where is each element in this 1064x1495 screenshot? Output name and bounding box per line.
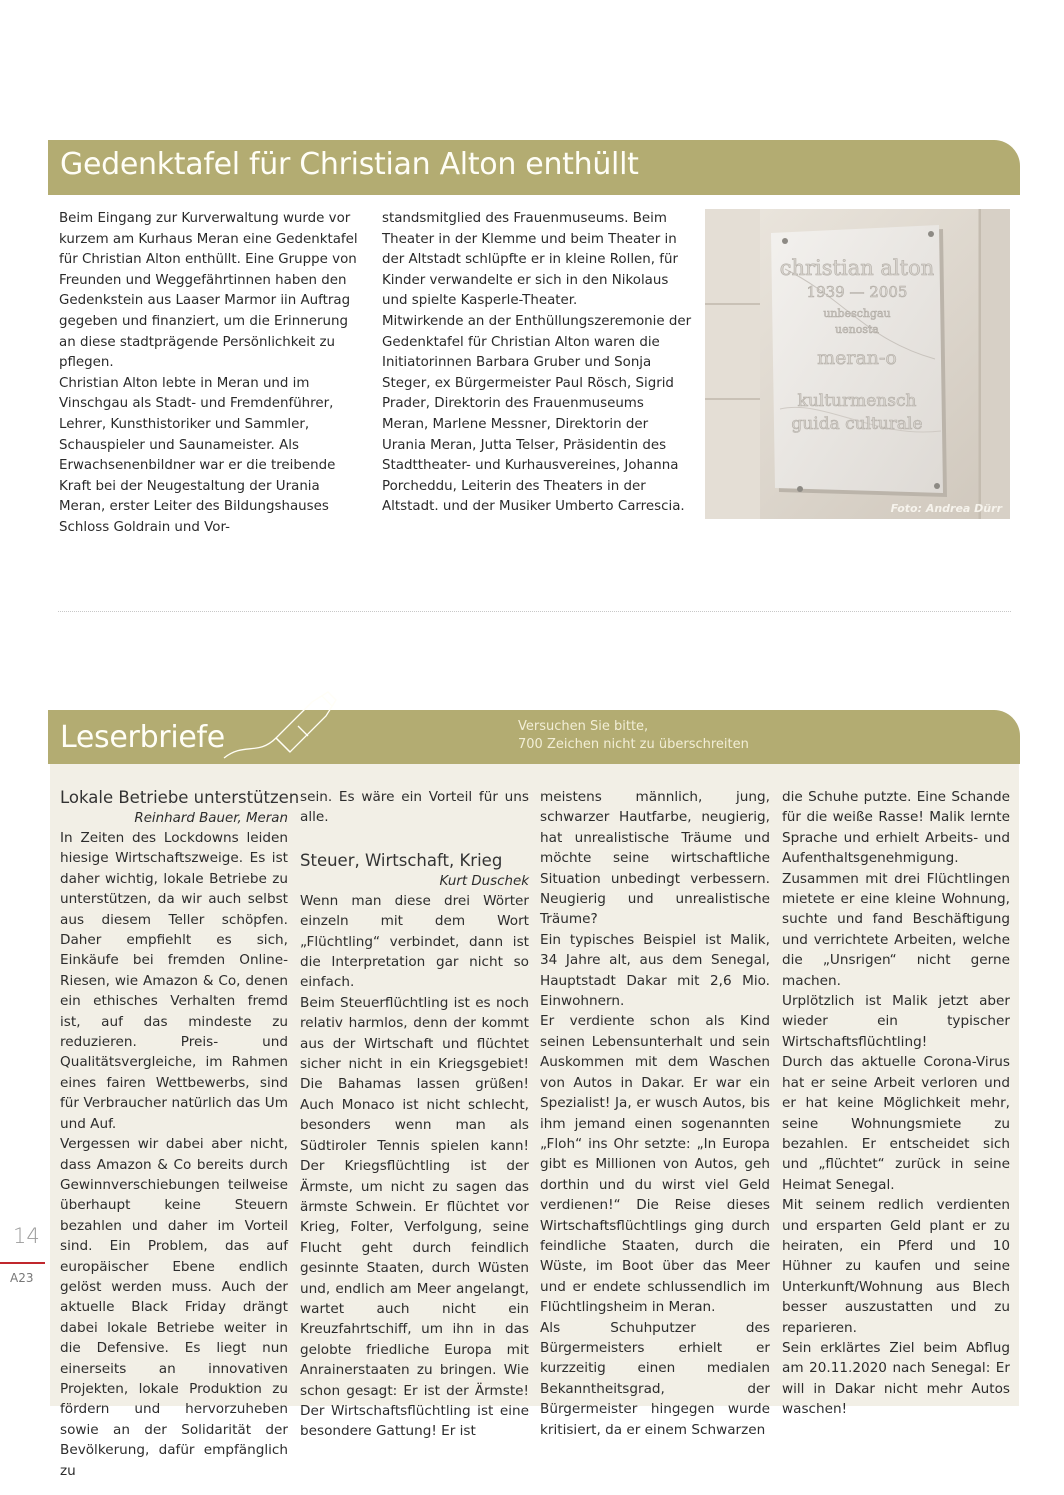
letter-paragraph: Urplötzlich ist Malik jetzt aber wieder ein typischer Wirtschaftsflüchtling!	[782, 993, 1010, 1050]
letters-column-1	[60, 787, 300, 1481]
issue-label: A23	[10, 1271, 34, 1285]
article-paragraph: Christian Alton lebte in Meran und im Vinschgau als Stadt- und Fremdenführer, Lehrer, Kunsthistoriker und Sammler, Schauspieler und Saunameister. Als Erwachsenenbildner war er die treibende Kraft bei der Neugestaltung der Urania Meran, erster Leiter des Bildungshauses Schloss Goldrain und Vor-	[59, 375, 336, 535]
letter-paragraph: Vergessen wir dabei aber nicht, dass Amazon & Co bereits durch Gewinnverschiebungen teilweise überhaupt keine Steuern bezahlen und daher im Vorteil sind. Ein Problem, das auf europäischer Ebene endlich gelöst werden muss. Auch der aktuelle Black Friday drängt dabei lokale Betriebe weiter in die Defensive. Es liegt nun einerseits an innovativen Projekten, lokale Produktion zu fördern und hervorzuheben sowie an der Solidarität der Bevölkerung, dafür empfänglich zu	[60, 1136, 288, 1479]
letter-paragraph: Zusammen mit drei Flüchtlingen mietete er eine kleine Wohnung, suchte und fand Beschäftigung und verrichtete Arbeiten, welche die „Unsrigen“ nicht gerne machen.	[782, 870, 1010, 989]
letter-heading: Steuer, Wirtschaft, Krieg	[300, 850, 503, 870]
letters-column-2	[300, 787, 529, 1442]
article-column-2	[382, 209, 692, 518]
plaque-text: christian alton	[779, 256, 935, 280]
letters-area	[50, 764, 1019, 1479]
article-column-1	[59, 209, 359, 539]
plaque-photo	[705, 209, 1010, 519]
letter-paragraph: In Zeiten des Lockdowns leiden hiesige Wirtschaftszweige. Es ist daher wichtig, lokale Betriebe zu unterstützen, da wir auch selbst aus diesem Teller schöpfen. Daher empfiehlt es sich, Einkäufe bei fremden Online-Riesen, wie Amazon & Co, denen ein ethisches Verhalten fremd ist, auf das mindeste zu reduzieren. Preis- und Qualitätsvergleiche, im Rahmen eines fairen Wettbewerbs, sind für Verbraucher natürlich das Um und Auf.	[60, 830, 288, 1132]
letter-paragraph: sein. Es wäre ein Vorteil für uns alle.	[300, 789, 529, 826]
margin-accent-line	[0, 1262, 45, 1264]
letter-paragraph: Wenn man diese drei Wörter einzeln mit dem Wort „Flüchtling“ verbindet, dann ist die Interpretation gar nicht so einfach.	[300, 892, 529, 991]
plaque-text: guida culturale	[791, 414, 923, 434]
letter-paragraph: Beim Steuerflüchtling ist es noch relativ harmlos, denn der kommt aus der Wirtschaft und flüchtet sicher nicht in ein Kriegsgebiet! Die Bahamas lassen grüßen! Auch Monaco ist nicht schlecht, besonders wenn man als Südtiroler Tennis spielen kann! Der Kriegsflüchtling ist der Ärmste, um nicht zu sagen das ärmste Schwein. Er flüchtet vor Krieg, Folter, Verfolgung, seine Flucht geht durch feindlich gesinnte Staaten, durch Wüsten und, endlich am Meer angelangt, wartet auch nicht ein Kreuzfahrtschiff, um ihn in das gelobte friedliche Europa mit Anrainerstaaten zu bringen. Wie schon gesagt: Er ist der Ärmste! Der Wirtschaftsflüchtling ist eine besondere Gattung! Er ist	[300, 994, 529, 1440]
letter-author: Kurt Duschek	[439, 873, 529, 889]
article-paragraph: Mitwirkende an der Enthüllungszeremonie der Gedenktafel für Christian Alton waren die Initiatorinnen Barbara Gruber und Sonja Steger, ex Bürgermeister Paul Rösch, Sigrid Prader, Direktorin des Frauenmuseums Meran, Marlene Messner, Direktorin der Urania Meran, Jutta Telser, Präsidentin des Stadttheater- und Kurhausvereines, Johanna Porcheddu, Leiterin des Theaters in der Altstadt. und der Musiker Umberto Carrescia.	[382, 313, 692, 515]
letter-paragraph: Er verdiente schon als Kind seinen Lebensunterhalt und sein Auskommen mit dem Waschen von Autos in Dakar. Er war ein Spezialist! Ja, er wusch Autos, bis ihm jemand einen sogenannten „Floh“ ins Ohr setzte: „In Europa gibt es Millionen von Autos, geh dorthin und du wirst viel Geld verdienen!“ Die Reise dieses Wirtschaftsflüchtlings ging durch feindliche Staaten, durch die Wüste, im Boot über das Meer und er endete schlussendlich im Flüchtlingsheim in Meran.	[540, 1013, 770, 1316]
article-paragraph: Beim Eingang zur Kurverwaltung wurde vor kurzem am Kurhaus Meran eine Gedenktafel für Christian Alton enthüllt. Eine Gruppe von Freunden und Weggefährtinnen haben den Gedenkstein aus Laaser Marmor iin Auftrag gegeben und finanziert, um die Erinnerung an diese stadtprägende Persönlichkeit zu pflegen.	[59, 211, 358, 371]
letter-paragraph: meistens männlich, jung, schwarzer Hautfarbe, neugierig, hat unrealistische Träume und möchte seine wirtschaftliche Situation unbedingt verbessern. Neugierig und unrealistische Träume?	[540, 789, 770, 928]
plaque-text: unbeschgau	[823, 307, 891, 320]
plaque-photo-graphic	[705, 209, 1010, 519]
letter-paragraph: Sein erklärtes Ziel beim Abflug am 20.11.2020 nach Senegal: Er will in Dakar nicht mehr Autos waschen!	[782, 1339, 1010, 1418]
letters-column-4	[782, 787, 1010, 1420]
letter-author: Reinhard Bauer, Meran	[134, 811, 288, 826]
article-title-banner	[48, 140, 1020, 195]
letter-paragraph: die Schuhe putzte. Eine Schande für die weiße Rasse! Malik lernte Sprache und erhielt Arbeits- und Aufenthaltsgenehmigung.	[782, 789, 1010, 867]
fountain-pen-icon	[216, 686, 366, 766]
photo-credit: Foto: Andrea Dürr	[890, 502, 1002, 515]
article-title: Gedenktafel für Christian Alton enthüllt	[60, 147, 639, 182]
article-paragraph: standsmitglied des Frauenmuseums. Beim Theater in der Klemme und beim Theater in der Altstadt schlüpfte er in kleine Rollen, für Kinder verwandelte er sich in den Nikolaus und spielte Kasperle-Theater.	[382, 211, 678, 309]
letters-section-title: Leserbriefe	[60, 720, 225, 755]
page-number: 14	[13, 1224, 40, 1248]
letter-paragraph: Ein typisches Beispiel ist Malik, 34 Jahre alt, aus dem Senegal, Hauptstadt Dakar mit 2,6 Mio. Einwohnern.	[540, 931, 770, 1010]
plaque-text: uenosta	[835, 323, 879, 336]
letter-paragraph: Als Schuhputzer des Bürgermeisters erhielt er kurzzeitig einen medialen Bekanntheitsgrad, der Bürgermeister hingegen wurde kritisiert, da er einem Schwarzen	[540, 1319, 770, 1438]
letters-column-3	[540, 787, 770, 1440]
letter-heading: Lokale Betriebe unterstützen	[60, 788, 300, 807]
letters-note-line: 700 Zeichen nicht zu überschreiten	[518, 737, 749, 752]
letters-banner	[48, 710, 1020, 764]
letter-paragraph: Durch das aktuelle Corona-Virus hat er seine Arbeit verloren und er hat keine Möglichkeit mehr, seine Wohnungsmiete zu bezahlen. Er entscheidet sich und „flüchtet“ zurück in seine Heimat Senegal.	[782, 1054, 1010, 1193]
letter-paragraph: Mit seinem redlich verdienten und ersparten Geld plant er zu heiraten, ein Pferd und 10 Hühner zu kaufen und seine Unterkunft/Wohnung aus Blech besser auszustatten und zu reparieren.	[782, 1197, 1010, 1336]
section-divider	[58, 611, 1011, 612]
letters-note-line: Versuchen Sie bitte,	[518, 719, 649, 734]
plaque-text: 1939 — 2005	[806, 283, 908, 301]
letters-note	[518, 718, 749, 754]
plaque-text: meran-o	[817, 347, 897, 369]
plaque-text: kulturmensch	[797, 391, 917, 411]
letter-spacer	[300, 828, 529, 850]
